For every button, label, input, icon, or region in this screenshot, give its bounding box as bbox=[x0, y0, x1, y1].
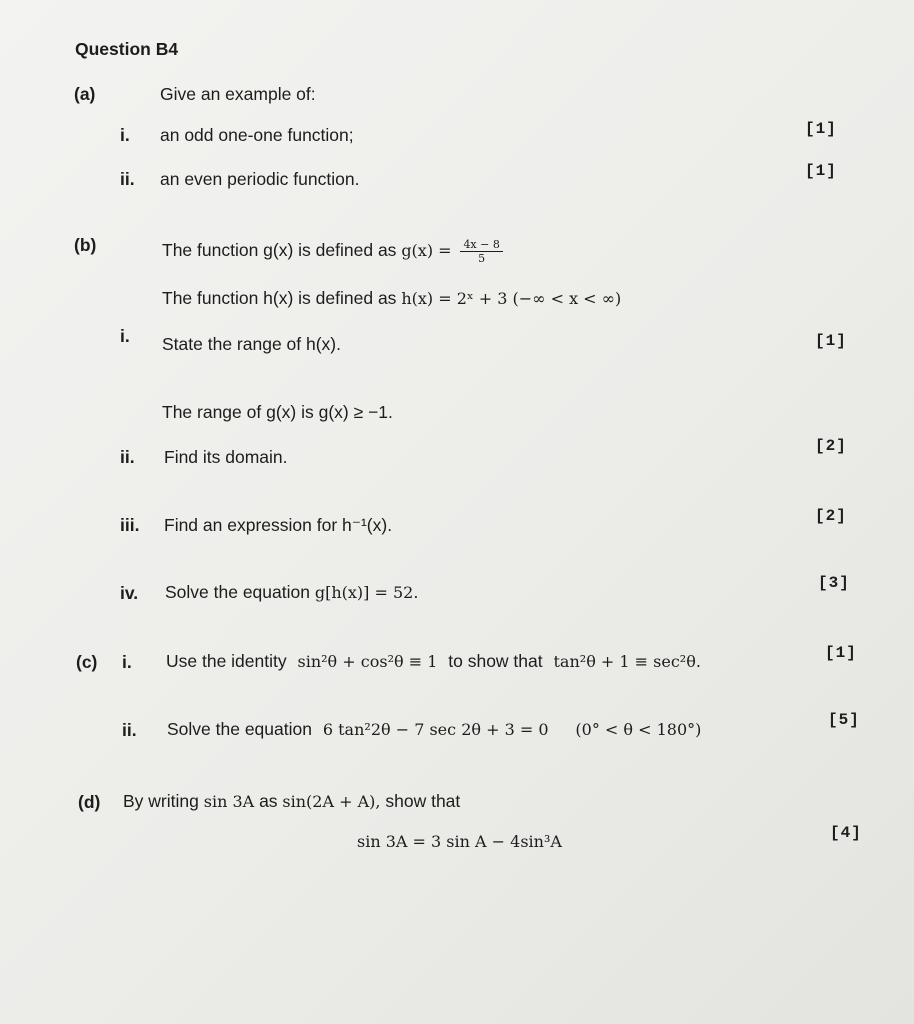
part-c-i-marks: [1] bbox=[825, 644, 857, 662]
g-denominator: 5 bbox=[478, 252, 486, 265]
part-b-label: (b) bbox=[74, 235, 97, 255]
part-b-i-text: State the range of h(x). bbox=[162, 334, 341, 354]
part-c-ii-line bbox=[167, 718, 701, 741]
part-a-label: (a) bbox=[74, 84, 96, 104]
g-fraction bbox=[460, 238, 502, 265]
part-d-label: (d) bbox=[78, 792, 101, 812]
part-c-i-math1: sin²θ + cos²θ ≡ 1 bbox=[297, 652, 438, 671]
part-a-ii-number: ii. bbox=[120, 169, 135, 189]
h-definition-text: The function h(x) is defined as bbox=[162, 288, 397, 308]
part-d-identity: sin 3A = 3 sin A − 4sin³A bbox=[357, 832, 562, 851]
part-c-ii-marks: [5] bbox=[828, 711, 860, 729]
part-b-ii-marks: [2] bbox=[815, 437, 847, 455]
part-c-ii-math: 6 tan²2θ − 7 sec 2θ + 3 = 0 bbox=[322, 720, 549, 739]
part-a-ii-text: an even periodic function. bbox=[160, 169, 360, 189]
part-c-ii-number: ii. bbox=[122, 720, 137, 740]
part-b-i-marks: [1] bbox=[815, 332, 847, 350]
part-d-math1: sin 3A bbox=[203, 792, 255, 811]
part-b-ii-text: Find its domain. bbox=[164, 447, 288, 467]
g-definition-text: The function g(x) is defined as bbox=[162, 240, 397, 261]
part-c-ii-text: Solve the equation bbox=[167, 719, 312, 739]
part-c-i-math2: tan²θ + 1 ≡ sec²θ. bbox=[553, 652, 701, 671]
g-range-note: The range of g(x) is g(x) ≥ −1. bbox=[162, 402, 393, 422]
part-d-text3: show that bbox=[385, 791, 461, 811]
part-b-iv-math: g[h(x)] = 52. bbox=[314, 583, 419, 602]
part-d-text1: By writing bbox=[123, 791, 199, 811]
part-b-iv-marks: [3] bbox=[818, 574, 850, 592]
part-b-i-number: i. bbox=[120, 326, 130, 346]
g-numerator: 4x − 8 bbox=[460, 238, 502, 252]
part-a-i-number: i. bbox=[120, 125, 130, 145]
part-a-intro: Give an example of: bbox=[160, 84, 316, 104]
part-a-i-marks: [1] bbox=[805, 120, 837, 138]
part-c-i-text2: to show that bbox=[448, 651, 543, 671]
g-definition-lhs: g(x) = bbox=[401, 241, 452, 261]
part-b-iv-line bbox=[165, 581, 418, 604]
part-c-i-number: i. bbox=[122, 652, 132, 672]
part-d-line bbox=[123, 790, 460, 813]
part-d-text2: as bbox=[259, 791, 278, 811]
part-b-iv-number: iv. bbox=[120, 583, 139, 603]
g-definition bbox=[162, 238, 503, 265]
part-b-iv-text: Solve the equation bbox=[165, 582, 310, 602]
part-c-label: (c) bbox=[76, 652, 98, 672]
part-c-ii-range: (0° < θ < 180°) bbox=[575, 720, 702, 739]
part-c-i-text1: Use the identity bbox=[166, 651, 287, 671]
part-b-ii-number: ii. bbox=[120, 447, 135, 467]
question-title: Question B4 bbox=[75, 39, 179, 59]
part-a-ii-marks: [1] bbox=[805, 162, 837, 180]
h-definition bbox=[162, 287, 621, 310]
part-b-iii-number: iii. bbox=[120, 515, 140, 535]
part-b-iii-text: Find an expression for h⁻¹(x). bbox=[164, 515, 393, 535]
part-c-i-line bbox=[166, 650, 701, 673]
part-b-iii-marks: [2] bbox=[815, 507, 847, 525]
part-d-marks: [4] bbox=[830, 824, 862, 842]
part-d-math2: sin(2A + A), bbox=[282, 792, 381, 811]
h-definition-math: h(x) = 2ˣ + 3 (−∞ < x < ∞) bbox=[401, 289, 622, 308]
part-a-i-text: an odd one-one function; bbox=[160, 125, 354, 145]
